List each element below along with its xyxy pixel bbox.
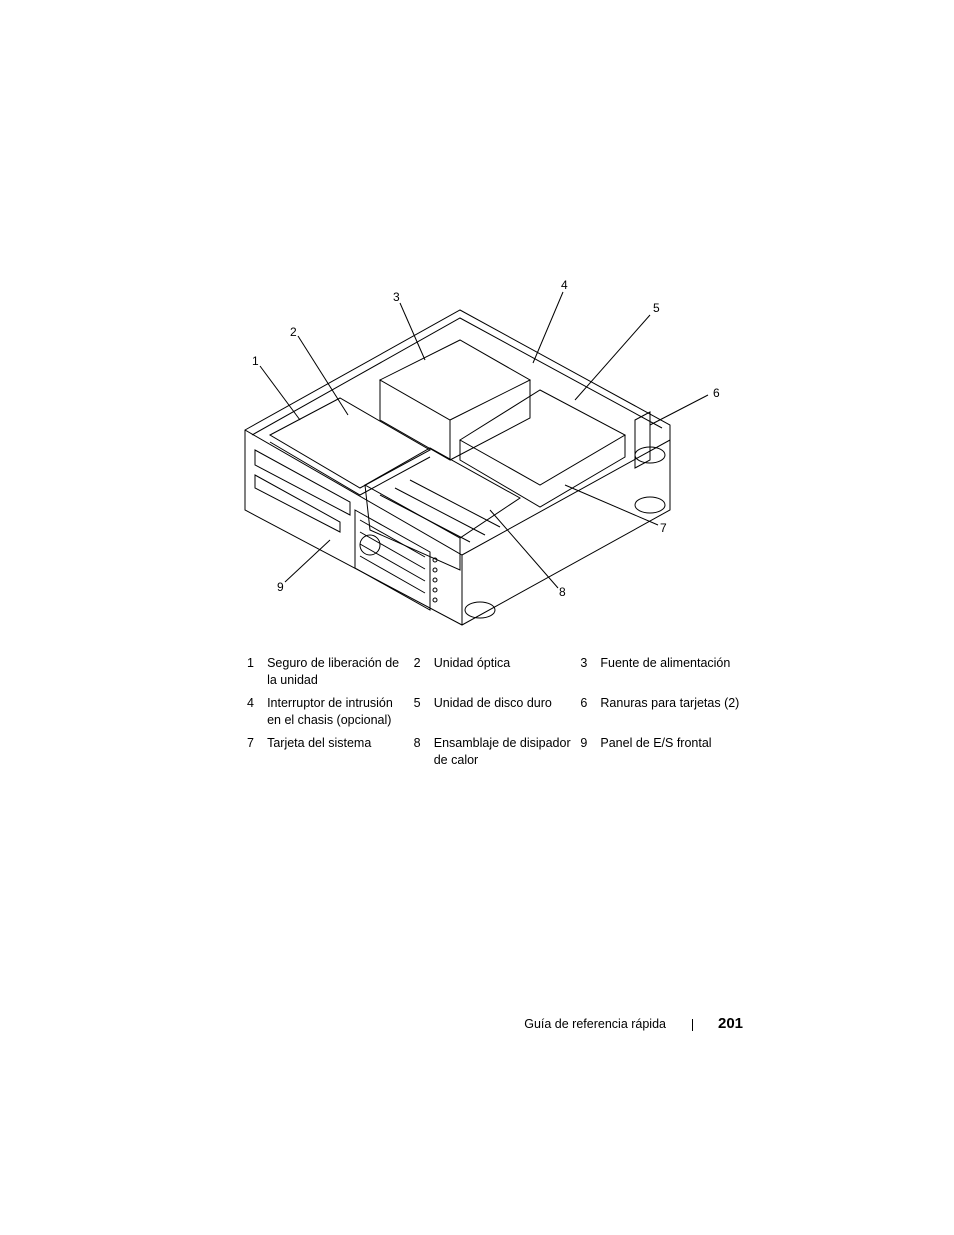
legend-number: 8: [413, 736, 421, 750]
legend-number: 2: [413, 656, 421, 670]
footer-title: Guía de referencia rápida: [524, 1017, 666, 1031]
legend-label: Unidad óptica: [433, 656, 511, 670]
legend-row: [247, 655, 747, 695]
computer-chassis-illustration: [230, 270, 730, 640]
hard-drive-shape: [460, 390, 625, 485]
legend-label: Seguro de liberación de la unidad: [267, 656, 400, 687]
callout-3: 3: [393, 290, 400, 304]
callout-8: 8: [559, 585, 566, 599]
callout-1: 1: [252, 354, 259, 368]
legend-number: 6: [580, 696, 588, 710]
callout-6: 6: [713, 386, 720, 400]
heat-sink-shape: [365, 448, 520, 538]
page-number: 201: [718, 1015, 744, 1032]
legend-number: 9: [580, 736, 588, 750]
legend-row: [247, 695, 747, 735]
legend-table: [247, 655, 747, 775]
legend-label: Ranuras para tarjetas (2): [600, 696, 740, 710]
legend-number: 7: [247, 736, 254, 750]
legend-number: 3: [580, 656, 588, 670]
callout-2: 2: [290, 325, 297, 339]
legend-number: 1: [247, 656, 254, 670]
footer-separator: [692, 1019, 693, 1031]
legend-label: Panel de E/S frontal: [600, 736, 712, 750]
legend-number: 4: [247, 696, 254, 710]
callout-7: 7: [660, 521, 667, 535]
legend-label: Fuente de alimentación: [600, 656, 731, 670]
legend-label: Tarjeta del sistema: [267, 736, 372, 750]
legend-row: [247, 735, 747, 775]
callout-9: 9: [277, 580, 284, 594]
page-footer: [0, 1015, 954, 1035]
legend-number: 5: [413, 696, 421, 710]
legend-label: Unidad de disco duro: [433, 696, 552, 710]
legend-label: Interruptor de intrusión en el chasis (opcional): [267, 696, 393, 727]
callout-4: 4: [561, 278, 568, 292]
callout-5: 5: [653, 301, 660, 315]
legend-label: Ensamblaje de disipador de calor: [433, 736, 571, 767]
power-supply-shape: [380, 340, 530, 420]
